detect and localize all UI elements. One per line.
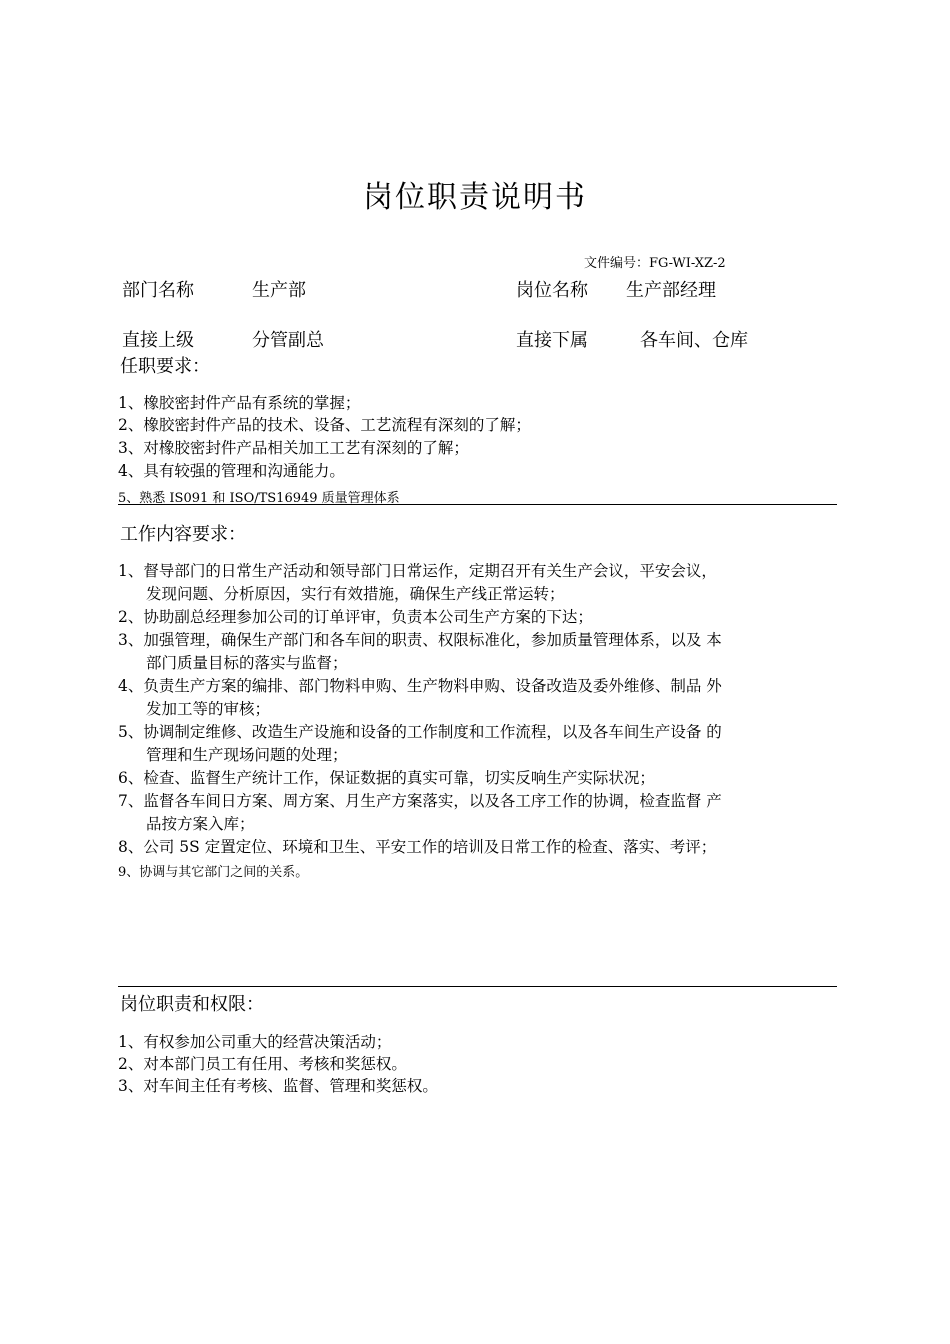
superior-value: 分管副总 (252, 330, 324, 351)
superior-label: 直接上级 (122, 330, 194, 351)
department-label: 部门名称 (122, 280, 194, 301)
qualification-item: 3、对橡胶密封件产品相关加工工艺有深刻的了解； (118, 439, 469, 457)
position-value: 生产部经理 (626, 280, 716, 301)
qualification-item: 1、橡胶密封件产品有系统的掌握； (118, 394, 361, 412)
work-item-line: 1、督导部门的日常生产活动和领导部门日常运作，定期召开有关生产会议，平安会议， (118, 562, 717, 580)
work-item-line: 4、负责生产方案的编排、部门物料申购、生产物料申购、设备改造及委外维修、制品 外 (118, 677, 722, 695)
page-title: 岗位职责说明书 (363, 180, 587, 215)
subordinate-label: 直接下属 (516, 330, 588, 351)
department-value: 生产部 (252, 280, 306, 301)
work-content-heading: 工作内容要求： (120, 524, 246, 545)
work-item-line: 3、加强管理，确保生产部门和各车间的职责、权限标准化，参加质量管理体系，以及 本 (118, 631, 722, 649)
work-item-line: 2、协助副总经理参加公司的订单评审，负责本公司生产方案的下达； (118, 608, 593, 626)
work-item-line: 发加工等的审核； (146, 700, 271, 718)
subordinate-value: 各车间、仓库 (640, 330, 748, 351)
qualification-item: 2、橡胶密封件产品的技术、设备、工艺流程有深刻的了解； (118, 416, 531, 434)
authority-item: 3、对车间主任有考核、监督、管理和奖惩权。 (118, 1077, 438, 1095)
work-item-line: 8、公司 5S 定置定位、环境和卫生、平安工作的培训及日常工作的检查、落实、考评； (118, 838, 717, 856)
document-number: 文件编号：FG-WI-XZ-2 (584, 256, 726, 271)
work-item-line: 管理和生产现场问题的处理； (146, 746, 348, 764)
work-item-line: 6、检查、监督生产统计工作，保证数据的真实可靠，切实反响生产实际状况； (118, 769, 655, 787)
qualifications-heading: 任职要求： (120, 356, 210, 377)
work-item-line: 5、协调制定维修、改造生产设施和设备的工作制度和工作流程，以及各车间生产设备 的 (118, 723, 722, 741)
work-item-line: 发现问题、分析原因，实行有效措施，确保生产线正常运转； (146, 585, 565, 603)
authority-item: 2、对本部门员工有任用、考核和奖惩权。 (118, 1055, 407, 1073)
qualification-item: 5、熟悉 IS091 和 ISO/TS16949 质量管理体系 (118, 491, 400, 506)
position-label: 岗位名称 (516, 280, 588, 301)
section-divider (118, 986, 837, 987)
section-divider (118, 504, 837, 505)
work-item-line: 品按方案入库； (146, 815, 255, 833)
authority-item: 1、有权参加公司重大的经营决策活动； (118, 1033, 392, 1051)
work-item-line: 7、监督各车间日方案、周方案、月生产方案落实，以及各工序工作的协调，检查监督 产 (118, 792, 722, 810)
work-item-line: 9、协调与其它部门之间的关系。 (118, 865, 309, 880)
authority-heading: 岗位职责和权限： (120, 994, 264, 1015)
work-item-line: 部门质量目标的落实与监督； (146, 654, 348, 672)
qualification-item: 4、具有较强的管理和沟通能力。 (118, 462, 345, 480)
